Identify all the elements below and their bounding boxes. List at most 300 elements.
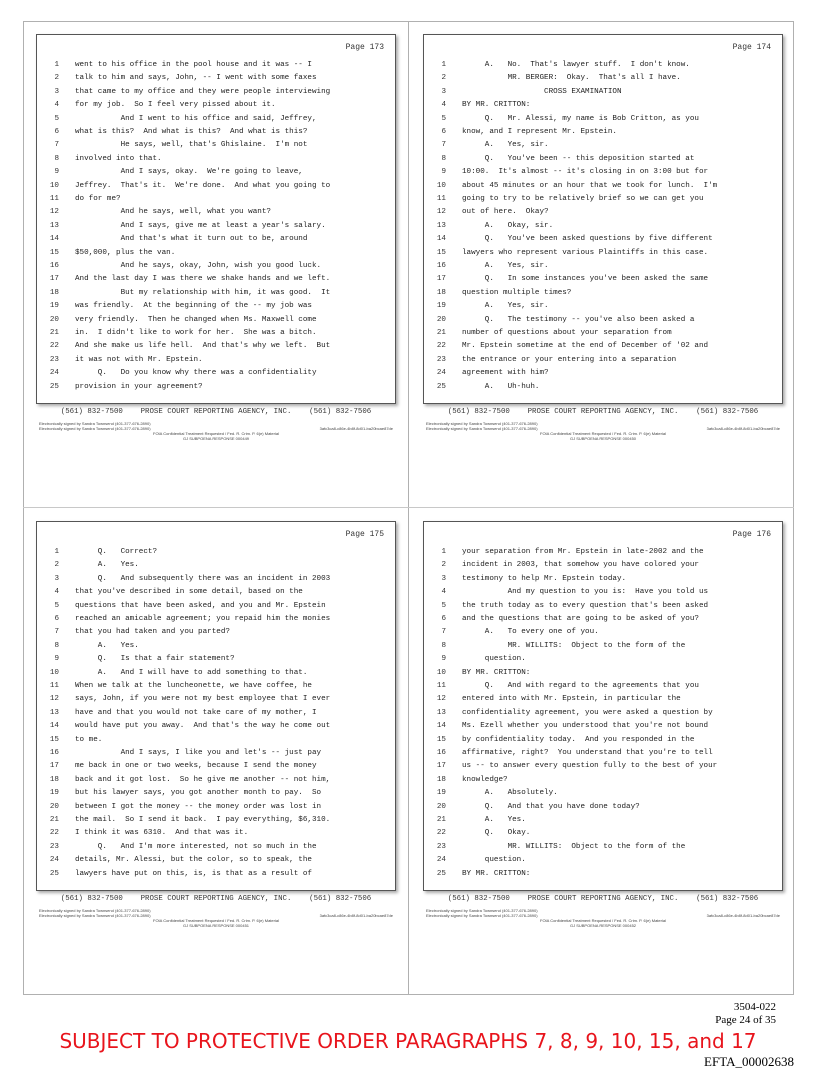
line-text: the mail. So I send it back. I pay everything, $6,310.: [75, 816, 331, 824]
transcript-line: [424, 166, 782, 179]
line-text: agreement with him?: [462, 369, 549, 378]
line-number: 25: [436, 382, 446, 391]
transcript-line: [37, 113, 395, 126]
line-number: 20: [436, 315, 446, 324]
line-text: question.: [462, 655, 526, 664]
line-text: question multiple times?: [462, 288, 572, 297]
transcript-line: [37, 854, 395, 867]
line-text: in. I didn't like to work for her. She was a bitch.: [75, 329, 317, 337]
line-number: 12: [49, 695, 59, 704]
sig-line-2: Electronically signed by Sandra Townsend (401-377-676-2890): [426, 426, 538, 431]
line-number: 22: [436, 829, 446, 838]
transcript-line: [37, 720, 395, 733]
transcript-line: [424, 233, 782, 246]
line-text: us -- to answer every question fully to the best of your: [462, 762, 718, 771]
transcript-line: [37, 273, 395, 286]
sig-hash: 3afc3ca8-c86e-4b8f-8d01-ba20bcae87de: [319, 426, 393, 431]
line-number: 9: [54, 168, 59, 177]
transcript-line: [37, 354, 395, 367]
line-text: Q. And I'm more interested, not so much in the: [75, 842, 317, 851]
line-number: 13: [49, 221, 59, 230]
line-text: A. Yes, sir.: [462, 262, 549, 270]
line-number: 24: [49, 856, 59, 865]
line-text: Jeffrey. That's it. We're done. And what you going to: [75, 181, 331, 190]
transcript-line: [37, 600, 395, 613]
line-text: Q. And that you have done today?: [462, 802, 640, 811]
line-number: 19: [436, 789, 446, 798]
line-number: 8: [54, 641, 59, 650]
transcript-line: [424, 300, 782, 313]
line-number: 12: [436, 208, 446, 217]
line-text: Q. You've been asked questions by five different: [462, 235, 713, 244]
line-number: 18: [49, 288, 59, 297]
line-text: knowledge?: [462, 775, 508, 784]
line-text: Q. The testimony -- you've also been asked a: [462, 315, 695, 324]
line-number: 4: [441, 101, 446, 110]
line-text: questions that have been asked, and you and Mr. Epstein: [75, 601, 326, 610]
transcript-line: [37, 166, 395, 179]
line-number: 17: [49, 762, 59, 771]
bates-number: GJ SUBPOENA RESPONSE 000451: [182, 923, 250, 928]
line-text: Q. And with regard to the agreements that you: [462, 682, 699, 690]
transcript-line: [424, 314, 782, 327]
line-number: 21: [436, 329, 446, 337]
reporter-footer: (561) 832-7500 PROSE COURT REPORTING AGENCY, INC. (561) 832-7506: [447, 895, 759, 903]
line-number: 15: [49, 248, 59, 257]
transcript-line: [37, 327, 395, 340]
transcript-line: [424, 260, 782, 273]
line-number: 24: [49, 369, 59, 378]
transcript-page-173: [36, 34, 396, 492]
transcript-line: [37, 247, 395, 260]
transcript-box: [36, 34, 396, 404]
line-number: 6: [441, 128, 446, 136]
transcript-line: [37, 153, 395, 166]
line-text: by confidentiality today. And you responded in the: [462, 735, 695, 744]
foia-notice: FOIA Confidential Treatment Requested / Fed. R. Crim. P. 6(e) Material: [540, 918, 666, 923]
line-text: Q. Correct?: [75, 548, 158, 556]
line-number: 18: [49, 775, 59, 784]
line-text: talk to him and says, John, -- I went with some faxes: [75, 74, 317, 83]
transcript-line: [37, 774, 395, 787]
line-number: 3: [441, 574, 446, 583]
reporter-footer: (561) 832-7500 PROSE COURT REPORTING AGENCY, INC. (561) 832-7506: [447, 408, 759, 416]
transcript-line: [424, 747, 782, 760]
line-number: 9: [441, 655, 446, 664]
line-text: And I says, I like you and let's -- just pay: [75, 749, 322, 757]
transcript-line: [424, 734, 782, 747]
foia-notice: FOIA Confidential Treatment Requested / Fed. R. Crim. P. 6(e) Material: [153, 918, 279, 923]
line-number: 7: [54, 628, 59, 637]
reporter-footer: (561) 832-7500 PROSE COURT REPORTING AGENCY, INC. (561) 832-7506: [60, 408, 372, 416]
line-text: would have put you away. And that's the way he come out: [75, 722, 331, 731]
protective-order-notice: SUBJECT TO PROTECTIVE ORDER PARAGRAPHS 7, 8, 9, 10, 15, and 17: [59, 1029, 757, 1053]
transcript-line: [424, 573, 782, 586]
transcript-line: [37, 613, 395, 626]
transcript-line: [424, 787, 782, 800]
transcript-line: [424, 814, 782, 827]
transcript-line: [37, 667, 395, 680]
line-text: says, John, if you were not my best employee that I ever: [75, 695, 331, 704]
line-text: Q. Mr. Alessi, my name is Bob Critton, as you: [462, 114, 699, 123]
line-number: 18: [436, 288, 446, 297]
line-text: confidentiality agreement, you were asked a question by: [462, 708, 713, 717]
row-divider: [23, 507, 794, 508]
line-text: very friendly. Then he changed when Ms. Maxwell come: [75, 315, 317, 324]
transcript-line: [424, 600, 782, 613]
line-text: And he says, okay, John, wish you good luck.: [75, 262, 322, 270]
line-number: 14: [436, 722, 446, 731]
line-text: I think it was 6310. And that was it.: [75, 829, 249, 838]
line-number: 23: [436, 355, 446, 364]
line-number: 11: [49, 195, 59, 203]
line-text: And she make us life hell. And that's why we left. But: [75, 342, 331, 351]
line-number: 9: [441, 168, 446, 177]
transcript-line: [424, 801, 782, 814]
line-number: 13: [49, 708, 59, 717]
page-number: Page 174: [732, 43, 771, 52]
line-number: 5: [54, 601, 59, 610]
bates-number: GJ SUBPOENA RESPONSE 000452: [569, 923, 637, 928]
line-number: 25: [49, 869, 59, 878]
line-number: 4: [54, 101, 59, 110]
foia-notice: FOIA Confidential Treatment Requested / Fed. R. Crim. P. 6(e) Material: [153, 431, 279, 436]
transcript-line: [37, 801, 395, 814]
transcript-line: [424, 707, 782, 720]
transcript-line: [424, 153, 782, 166]
line-text: have and that you would not take care of my mother, I: [75, 708, 317, 717]
line-text: BY MR. CRITTON:: [462, 869, 531, 878]
transcript-line: [37, 126, 395, 139]
line-text: He says, well, that's Ghislaine. I'm not: [75, 141, 308, 150]
line-number: 3: [54, 87, 59, 96]
transcript-line: [424, 180, 782, 193]
transcript-line: [37, 180, 395, 193]
line-text: me back in one or two weeks, because I send the money: [75, 762, 317, 771]
line-text: A. Yes.: [75, 641, 139, 650]
reporter-footer: (561) 832-7500 PROSE COURT REPORTING AGENCY, INC. (561) 832-7506: [60, 895, 372, 903]
line-text: was friendly. At the beginning of the -- my job was: [75, 302, 312, 311]
transcript-line: [424, 774, 782, 787]
line-text: to me.: [75, 735, 103, 744]
line-number: 10: [436, 181, 446, 190]
sig-line-2: Electronically signed by Sandra Townsend (401-377-676-2890): [39, 913, 151, 918]
transcript-line: [37, 99, 395, 112]
line-number: 2: [54, 74, 59, 83]
line-text: and the questions that are going to be asked of you?: [462, 615, 699, 623]
transcript-line: [37, 760, 395, 773]
transcript-line: [424, 206, 782, 219]
transcript-line: [424, 327, 782, 340]
line-text: details, Mr. Alessi, but the color, so to speak, the: [75, 856, 312, 865]
line-number: 10: [49, 668, 59, 677]
line-number: 9: [54, 655, 59, 664]
transcript-line: [424, 613, 782, 626]
page-of-label: Page 24 of 35: [715, 1014, 776, 1026]
transcript-line: [424, 59, 782, 72]
transcript-line: [424, 693, 782, 706]
line-text: but his lawyer says, you got another month to pay. So: [75, 789, 322, 798]
sig-line-2: Electronically signed by Sandra Townsend (401-377-676-2890): [39, 426, 151, 431]
efta-number: EFTA_00002638: [704, 1054, 794, 1069]
transcript-line: [424, 273, 782, 286]
line-text: about 45 minutes or an hour that we took for lunch. I'm: [462, 181, 718, 190]
line-number: 2: [441, 74, 446, 83]
line-text: A. Okay, sir.: [462, 221, 554, 230]
transcript-line: [424, 841, 782, 854]
line-text: between I got the money -- the money order was lost in: [75, 802, 322, 811]
transcript-line: [424, 86, 782, 99]
line-text: Q. In some instances you've been asked the same: [462, 275, 709, 284]
transcript-line: [37, 827, 395, 840]
line-text: BY MR. CRITTON:: [462, 101, 531, 110]
sig-line-2: Electronically signed by Sandra Townsend (401-377-676-2890): [426, 913, 538, 918]
page-number: Page 175: [345, 530, 384, 539]
line-number: 17: [436, 275, 446, 284]
line-text: A. No. That's lawyer stuff. I don't know.: [462, 61, 690, 69]
line-number: 1: [54, 548, 59, 556]
transcript-line: [424, 99, 782, 112]
line-text: that you had taken and you parted?: [75, 628, 230, 637]
line-number: 5: [441, 601, 446, 610]
line-number: 24: [436, 856, 446, 865]
line-number: 12: [49, 208, 59, 217]
line-text: And the last day I was there we shake hands and we left.: [75, 275, 331, 284]
transcript-line: [424, 340, 782, 353]
line-number: 20: [49, 802, 59, 811]
line-number: 22: [49, 342, 59, 351]
line-text: Q. And subsequently there was an incident in 2003: [75, 574, 331, 583]
line-number: 23: [436, 842, 446, 851]
line-text: But my relationship with him, it was good. It: [75, 288, 331, 297]
transcript-line: [37, 546, 395, 559]
line-text: $50,000, plus the van.: [75, 248, 176, 257]
line-number: 21: [436, 816, 446, 824]
line-number: 21: [49, 329, 59, 337]
transcript-line: [37, 139, 395, 152]
line-number: 7: [54, 141, 59, 150]
line-number: 7: [441, 628, 446, 637]
line-text: MR. WILLITS: Object to the form of the: [462, 842, 686, 851]
transcript-box: [423, 521, 783, 891]
line-text: MR. WILLITS: Object to the form of the: [462, 641, 686, 650]
line-text: Q. Do you know why there was a confidentiality: [75, 369, 317, 378]
line-text: do for me?: [75, 195, 121, 203]
line-text: went to his office in the pool house and it was -- I: [75, 61, 312, 69]
line-number: 14: [436, 235, 446, 244]
line-number: 11: [436, 682, 446, 690]
line-text: the entrance or your entering into a separation: [462, 355, 677, 364]
transcript-line: [424, 586, 782, 599]
line-number: 19: [49, 302, 59, 311]
line-text: And I went to his office and said, Jeffrey,: [75, 114, 317, 123]
line-text: it was not with Mr. Epstein.: [75, 355, 203, 364]
line-number: 25: [436, 869, 446, 878]
line-number: 5: [54, 114, 59, 123]
transcript-line: [424, 220, 782, 233]
line-text: back and it got lost. So he give me another -- not him,: [75, 775, 331, 784]
line-number: 7: [441, 141, 446, 150]
line-number: 10: [49, 181, 59, 190]
transcript-line: [37, 680, 395, 693]
line-text: lawyers who represent various Plaintiffs in this case.: [462, 248, 709, 257]
line-number: 8: [54, 154, 59, 163]
transcript-line: [37, 72, 395, 85]
transcript-line: [424, 827, 782, 840]
transcript-line: [37, 381, 395, 394]
line-text: that came to my office and they were people interviewing: [75, 87, 331, 96]
line-number: 4: [54, 588, 59, 597]
transcript-line: [424, 139, 782, 152]
transcript-page-176: [423, 521, 783, 979]
bates-number: GJ SUBPOENA RESPONSE 000449: [182, 436, 250, 441]
line-text: BY MR. CRITTON:: [462, 668, 531, 677]
line-number: 23: [49, 355, 59, 364]
line-number: 3: [54, 574, 59, 583]
line-text: And he says, well, what you want?: [75, 208, 271, 217]
line-number: 20: [49, 315, 59, 324]
line-text: When we talk at the luncheonette, we have coffee, he: [75, 682, 312, 690]
transcript-line: [37, 653, 395, 666]
line-number: 15: [436, 735, 446, 744]
transcript-line: [424, 193, 782, 206]
transcript-line: [37, 707, 395, 720]
line-number: 16: [49, 749, 59, 757]
line-text: And that's what it turn out to be, around: [75, 235, 308, 244]
line-number: 19: [49, 789, 59, 798]
transcript-line: [424, 354, 782, 367]
line-text: going to try to be relatively brief so we can get you: [462, 195, 704, 203]
transcript-line: [37, 220, 395, 233]
line-number: 14: [49, 722, 59, 731]
foia-notice: FOIA Confidential Treatment Requested / Fed. R. Crim. P. 6(e) Material: [540, 431, 666, 436]
line-number: 6: [54, 128, 59, 136]
transcript-line: [424, 247, 782, 260]
line-number: 19: [436, 302, 446, 311]
line-number: 22: [436, 342, 446, 351]
line-text: know, and I represent Mr. Epstein.: [462, 128, 617, 136]
line-text: A. And I will have to add something to that.: [75, 668, 308, 677]
transcript-line: [37, 193, 395, 206]
transcript-line: [424, 868, 782, 881]
line-number: 14: [49, 235, 59, 244]
line-number: 8: [441, 641, 446, 650]
line-text: for my job. So I feel very pissed about it.: [75, 101, 276, 110]
transcript-page-174: [423, 34, 783, 492]
transcript-line: [37, 300, 395, 313]
transcript-line: [424, 113, 782, 126]
line-text: A. Uh-huh.: [462, 382, 540, 391]
line-text: provision in your agreement?: [75, 382, 203, 391]
transcript-line: [37, 747, 395, 760]
line-number: 12: [436, 695, 446, 704]
line-number: 16: [49, 262, 59, 270]
transcript-line: [424, 126, 782, 139]
line-text: involved into that.: [75, 154, 162, 163]
bates-number: GJ SUBPOENA RESPONSE 000450: [569, 436, 637, 441]
line-text: your separation from Mr. Epstein in late-2002 and the: [462, 548, 704, 556]
line-number: 13: [436, 708, 446, 717]
line-text: entered into with Mr. Epstein, in particular the: [462, 695, 681, 704]
line-number: 1: [441, 61, 446, 69]
transcript-line: [37, 287, 395, 300]
line-text: A. Yes.: [75, 561, 139, 570]
document-id: 3504-022: [733, 1001, 776, 1013]
transcript-box: [423, 34, 783, 404]
page-number: Page 173: [345, 43, 384, 52]
line-text: CROSS EXAMINATION: [462, 87, 622, 96]
line-text: lawyers have put on this, is, is that as a result of: [75, 869, 312, 878]
line-text: reached an amicable agreement; you repaid him the monies: [75, 615, 331, 623]
line-text: A. Absolutely.: [462, 789, 558, 798]
transcript-line: [37, 868, 395, 881]
transcript-line: [424, 667, 782, 680]
line-text: Q. Is that a fair statement?: [75, 655, 235, 664]
line-number: 11: [436, 195, 446, 203]
line-text: And I says, give me at least a year's salary.: [75, 221, 326, 230]
sig-line-1: Electronically signed by Sandra Townsend (401-377-676-2890): [39, 908, 151, 913]
transcript-page-175: [36, 521, 396, 979]
transcript-line: [424, 854, 782, 867]
transcript-line: [424, 680, 782, 693]
transcript-line: [37, 86, 395, 99]
line-text: affirmative, right? You understand that you're to tell: [462, 749, 713, 757]
transcript-line: [37, 314, 395, 327]
transcript-line: [37, 693, 395, 706]
transcript-line: [424, 381, 782, 394]
line-number: 6: [441, 615, 446, 623]
transcript-line: [37, 586, 395, 599]
line-text: question.: [462, 856, 526, 865]
transcript-line: [37, 814, 395, 827]
line-number: 6: [54, 615, 59, 623]
line-text: Q. You've been -- this deposition started at: [462, 154, 695, 163]
sig-line-1: Electronically signed by Sandra Townsend (401-377-676-2890): [39, 421, 151, 426]
line-text: And my question to you is: Have you told us: [462, 588, 709, 597]
line-text: out of here. Okay?: [462, 208, 549, 217]
sig-hash: 3afc3ca8-c86e-4b8f-8d01-ba20bcae87de: [706, 913, 780, 918]
line-text: testimony to help Mr. Epstein today.: [462, 574, 627, 583]
line-number: 21: [49, 816, 59, 824]
line-number: 17: [436, 762, 446, 771]
line-number: 10: [436, 668, 446, 677]
sig-hash: 3afc3ca8-c86e-4b8f-8d01-ba20bcae87de: [706, 426, 780, 431]
sig-hash: 3afc3ca8-c86e-4b8f-8d01-ba20bcae87de: [319, 913, 393, 918]
line-number: 5: [441, 114, 446, 123]
line-text: And I says, okay. We're going to leave,: [75, 168, 303, 177]
line-number: 2: [441, 561, 446, 570]
sig-line-1: Electronically signed by Sandra Townsend (401-377-676-2890): [426, 421, 538, 426]
line-number: 15: [49, 735, 59, 744]
line-number: 15: [436, 248, 446, 257]
line-number: 17: [49, 275, 59, 284]
line-text: A. Yes, sir.: [462, 141, 549, 150]
transcript-line: [37, 206, 395, 219]
line-text: that you've described in some detail, based on the: [75, 588, 303, 597]
line-text: A. To every one of you.: [462, 628, 599, 637]
transcript-line: [424, 367, 782, 380]
transcript-line: [37, 233, 395, 246]
line-number: 24: [436, 369, 446, 378]
transcript-line: [37, 787, 395, 800]
transcript-line: [424, 287, 782, 300]
transcript-line: [37, 260, 395, 273]
transcript-line: [424, 546, 782, 559]
transcript-line: [37, 59, 395, 72]
line-number: 11: [49, 682, 59, 690]
transcript-line: [37, 626, 395, 639]
line-text: what is this? And what is this? And what is this?: [75, 128, 308, 136]
